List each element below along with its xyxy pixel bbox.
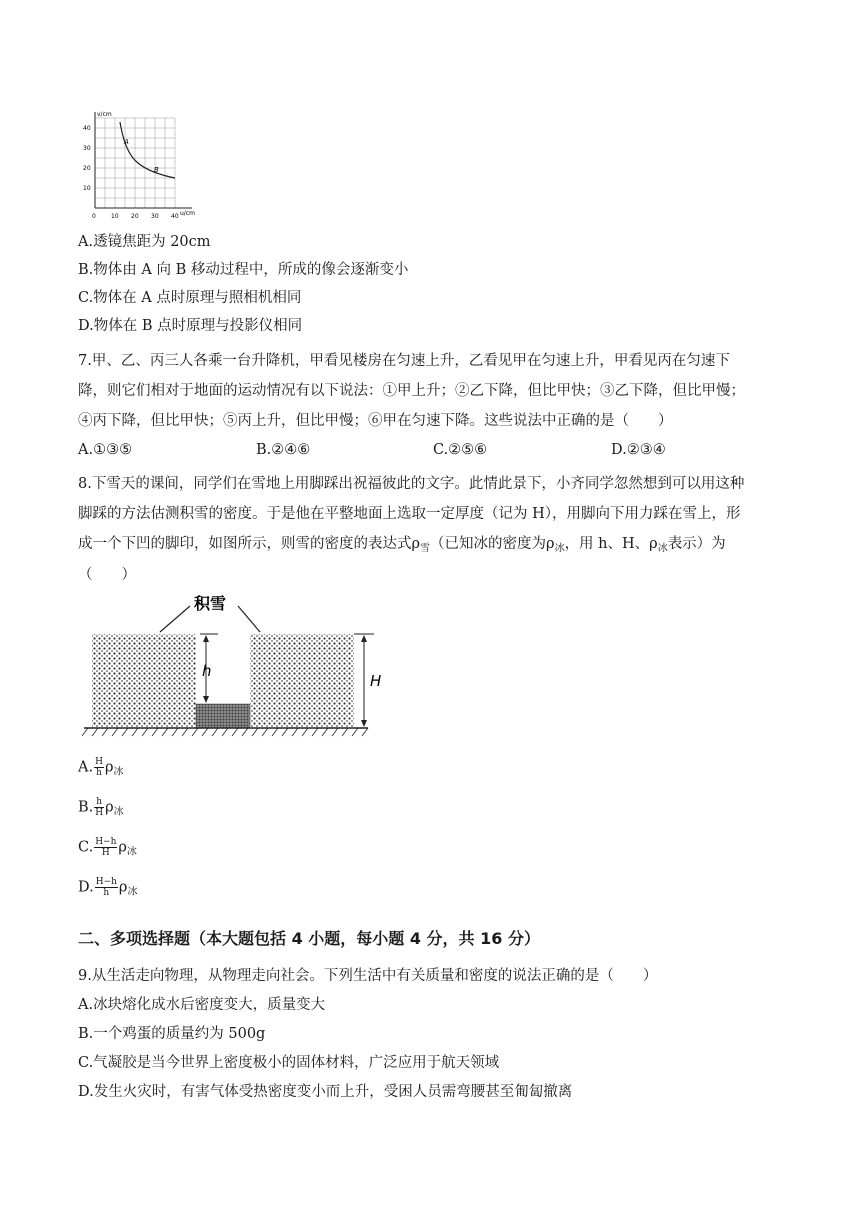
- q7-stem-line-2: 降，则它们相对于地面的运动情况有以下说法：①甲上升；②乙下降，但比甲快；③乙下降，但比甲慢；: [78, 383, 745, 399]
- snow-left-block: [92, 634, 196, 728]
- compressed-snow: [196, 704, 250, 728]
- graph-y-label: v/cm: [97, 111, 112, 118]
- graph-x-tick: 10: [111, 213, 119, 220]
- q7-stem-line-1: 7.甲、乙、丙三人各乘一台升降机，甲看见楼房在匀速上升，乙看见甲在匀速上升，甲看见丙在匀速下: [78, 353, 730, 369]
- q8-option-b: B. $\frac{h}{H}$ $\rho_冰$: [78, 797, 124, 818]
- q6-option-a: A.透镜焦距为 20cm: [78, 234, 211, 250]
- q6-option-d: D.物体在 B 点时原理与投影仪相同: [78, 318, 303, 334]
- q9-option-a: A.冰块熔化成水后密度变大，质量变大: [78, 997, 326, 1013]
- lens-graph: [80, 108, 205, 223]
- graph-point-b: B: [154, 166, 159, 174]
- q8-option-d: D. $\frac{H-h}{h}$ $\rho_冰$: [78, 877, 138, 898]
- graph-y-tick: 40: [83, 125, 91, 132]
- snow-label-pointer-right: [238, 606, 260, 632]
- section-2-title: 二、多项选择题（本大题包括 4 小题，每小题 4 分，共 16 分）: [78, 929, 540, 948]
- graph-x-tick: 40: [171, 213, 179, 220]
- q9-option-b: B.一个鸡蛋的质量约为 500g: [78, 1026, 266, 1042]
- q8-option-a: A. $\frac{H}{h}$ $\rho_冰$: [78, 757, 124, 778]
- q6-option-b: B.物体由 A 向 B 移动过程中，所成的像会逐渐变小: [78, 262, 409, 278]
- q7-option-c: C.②⑤⑥: [433, 442, 488, 458]
- snow-label-pointer-left: [160, 606, 190, 632]
- graph-x-tick: 30: [151, 213, 159, 220]
- H-label: H: [370, 672, 382, 690]
- q8-paren: （ ）: [78, 567, 136, 583]
- graph-curve: [120, 122, 175, 178]
- graph-y-tick: 10: [83, 185, 91, 192]
- snow-right-block: [250, 634, 354, 728]
- q8-stem-line-2: 脚踩的方法估测积雪的密度。于是他在平整地面上选取一定厚度（记为 H），用脚向下用力踩在雪上，形: [78, 506, 741, 522]
- graph-point-a: A: [124, 138, 129, 146]
- q9-stem: 9.从生活走向物理，从物理走向社会。下列生活中有关质量和密度的说法正确的是（ ）: [78, 968, 658, 984]
- q7-option-a: A.①③⑤: [78, 442, 133, 458]
- q9-option-c: C.气凝胶是当今世界上密度极小的固体材料，广泛应用于航天领域: [78, 1055, 500, 1071]
- q7-option-d: D.②③④: [611, 442, 666, 458]
- q6-option-c: C.物体在 A 点时原理与照相机相同: [78, 290, 302, 306]
- q9-option-d: D.发生火灾时，有害气体受热密度变小而上升，受困人员需弯腰甚至匍匐撤离: [78, 1084, 573, 1100]
- ground-hatching: [82, 728, 368, 736]
- snow-footprint-figure: [78, 592, 398, 742]
- h-label: h: [202, 662, 212, 680]
- q7-option-b: B.②④⑥: [256, 442, 311, 458]
- snow-label: 积雪: [194, 594, 227, 613]
- graph-x-label: u/cm: [180, 210, 195, 217]
- q8-option-c: C. $\frac{H-h}{H}$ $\rho_冰$: [78, 837, 137, 858]
- graph-x-tick: 20: [131, 213, 139, 220]
- q8-stem-line-3: 成一个下凹的脚印，如图所示，则雪的密度的表达式$\rho_雪$（已知冰的密度为$\rho_冰$，用 h、H、$\rho_冰$表示）为: [78, 536, 726, 554]
- graph-x-tick: 0: [92, 213, 96, 220]
- graph-y-tick: 20: [83, 165, 91, 172]
- q8-stem-line-1: 8.下雪天的课间，同学们在雪地上用脚踩出祝福彼此的文字。此情此景下，小齐同学忽然想到可以用这种: [78, 476, 745, 492]
- graph-y-tick: 30: [83, 145, 91, 152]
- graph-grid: [95, 118, 175, 208]
- q7-stem-line-3: ④丙下降，但比甲快；⑤丙上升，但比甲慢；⑥甲在匀速下降。这些说法中正确的是（ ）: [78, 413, 673, 429]
